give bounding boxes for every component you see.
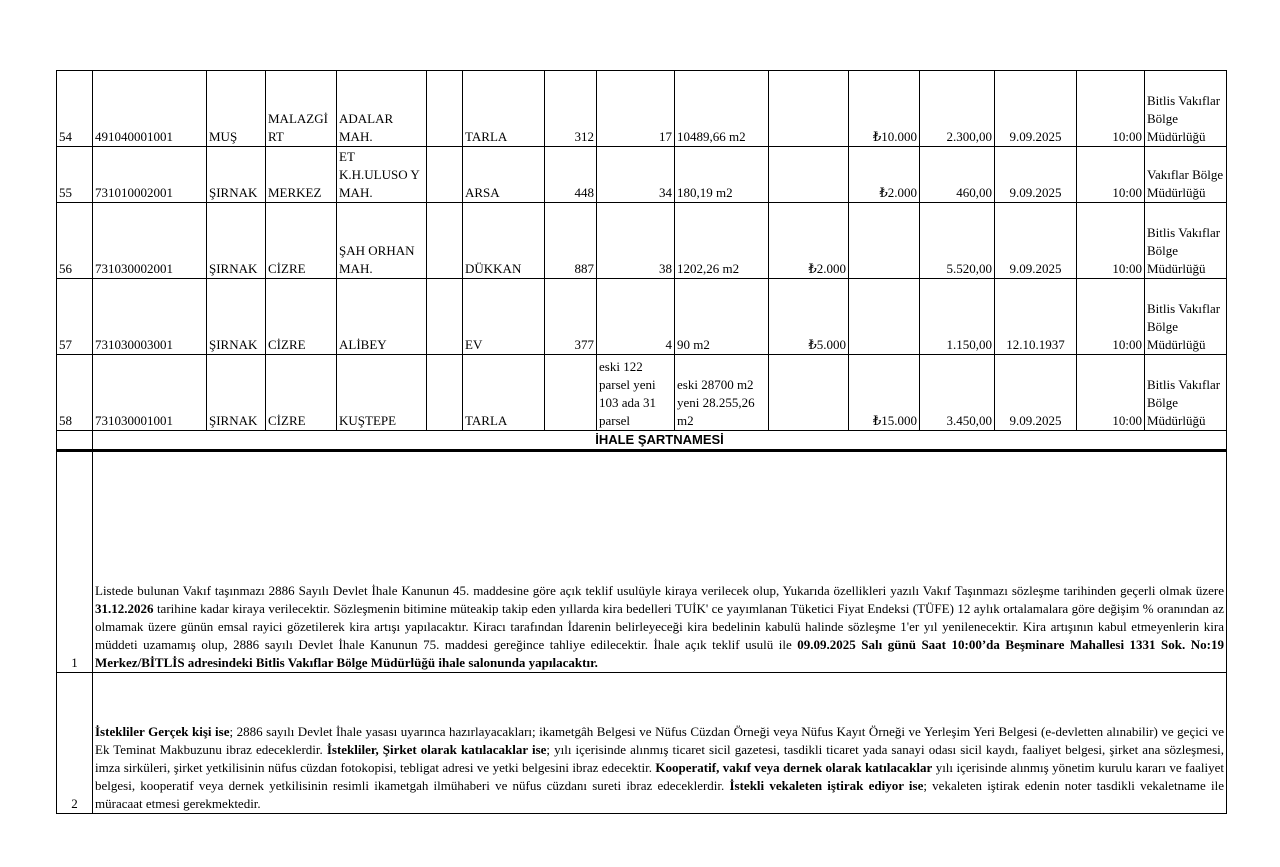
ada-number: 377 — [545, 279, 597, 355]
clause-index-2: 2 — [57, 673, 93, 814]
tender-time: 10:00 — [1077, 147, 1145, 203]
tender-time: 10:00 — [1077, 355, 1145, 431]
district: MERKEZ — [266, 147, 337, 203]
neighborhood: ŞAH ORHAN MAH. — [337, 203, 427, 279]
property-rows — [57, 71, 1227, 431]
bold-segment: 31.12.2026 — [95, 601, 154, 616]
clause-row-2 — [57, 673, 1227, 814]
district: CİZRE — [266, 203, 337, 279]
property-type: ARSA — [463, 147, 545, 203]
deposit-amount: 5.520,00 — [920, 203, 995, 279]
bold-segment: Kooperatif, vakıf veya dernek olarak katılacaklar — [655, 760, 933, 775]
row-number: 57 — [57, 279, 93, 355]
text-segment: yılı içerisinde alınmış yönetim kurulu kararı ve faaliyet belgesi, kooperatif veya dernek yetkilisinin resimli ikametgah ilmühaberi ve nüfus cüzdanı sureti ibraz edeceklerdir. — [95, 760, 1225, 793]
neighborhood: ADALAR MAH. — [337, 71, 427, 147]
estimated-rent: ₺15.000 — [849, 355, 920, 431]
table-row — [57, 279, 1227, 355]
province: ŞIRNAK — [207, 355, 266, 431]
text-segment: ; vekaleten iştirak edenin noter tasdikli vekaletname ile müracaat etmesi gerekmektedir. — [95, 778, 1224, 811]
bold-segment: 09.09.2025 Salı günü Saat 10:00’da Beşminare Mahallesi 1331 Sok. No:19 Merkez/BİTLİS adresindeki Bitlis Vakıflar Bölge Müdürlüğü ihale salonunda yapılacaktır. — [95, 637, 1224, 670]
office-name: Bitlis Vakıflar Bölge Müdürlüğü — [1145, 203, 1227, 279]
section-title: İHALE ŞARTNAMESİ — [93, 431, 1227, 451]
province: ŞIRNAK — [207, 203, 266, 279]
tender-date: 9.09.2025 — [995, 203, 1077, 279]
section-header-row — [57, 431, 1227, 451]
tender-date: 9.09.2025 — [995, 71, 1077, 147]
tender-date: 9.09.2025 — [995, 355, 1077, 431]
parsel-number: eski 122 parsel yeni 103 ada 31 parsel — [597, 355, 675, 431]
property-type: TARLA — [463, 355, 545, 431]
blank-cell — [427, 355, 463, 431]
district: CİZRE — [266, 355, 337, 431]
clause-row-1 — [57, 451, 1227, 673]
tender-document — [56, 70, 1226, 814]
parsel-number: 4 — [597, 279, 675, 355]
rent-amount — [769, 147, 849, 203]
province: ŞIRNAK — [207, 279, 266, 355]
property-type: EV — [463, 279, 545, 355]
parsel-number: 34 — [597, 147, 675, 203]
property-code: 731030001001 — [93, 355, 207, 431]
area: 180,19 m2 — [675, 147, 769, 203]
ada-number: 887 — [545, 203, 597, 279]
clause-text-2 — [93, 673, 1227, 814]
neighborhood: ALİBEY — [337, 279, 427, 355]
deposit-amount: 460,00 — [920, 147, 995, 203]
table-row — [57, 147, 1227, 203]
blank-cell — [427, 203, 463, 279]
province: ŞIRNAK — [207, 147, 266, 203]
province: MUŞ — [207, 71, 266, 147]
area: 1202,26 m2 — [675, 203, 769, 279]
clause-body-1 — [95, 582, 1224, 672]
office-name: Bitlis Vakıflar Bölge Müdürlüğü — [1145, 279, 1227, 355]
parsel-number: 38 — [597, 203, 675, 279]
estimated-rent — [849, 279, 920, 355]
neighborhood: KUŞTEPE — [337, 355, 427, 431]
section-spacer — [57, 431, 93, 451]
property-code: 731030003001 — [93, 279, 207, 355]
text-segment: tarihine kadar kiraya verilecektir. Sözleşmenin bitimine müteakip takip eden yıllarda kira bedelleri TUİK' ce yayımlanan Tüketici Fiyat Endeksi (TÜFE) 12 aylık ortalamalara göre değişim % oranından az olmamak üzere günün emsal rayici gözetilerek kira artışı yapılacaktır. Kiracı tarafından İdarenin belirleyeceği kira bedelinin kabulü halinde sözleşme 1'er yıl yenilenecektir. Kira artışının kabul etmeyenlerin kira müddeti uzamamış olup, 2886 sayılı Devlet İhale Kanunun 75. maddesi gereğince tahliye edilecektir. İhale açık teklif usulü ile — [95, 601, 1224, 652]
row-number: 56 — [57, 203, 93, 279]
clause-body-2 — [95, 723, 1224, 813]
deposit-amount: 1.150,00 — [920, 279, 995, 355]
deposit-amount: 2.300,00 — [920, 71, 995, 147]
rent-amount: ₺5.000 — [769, 279, 849, 355]
rent-amount: ₺2.000 — [769, 203, 849, 279]
row-number: 55 — [57, 147, 93, 203]
property-type: TARLA — [463, 71, 545, 147]
property-table — [56, 70, 1227, 814]
estimated-rent: ₺10.000 — [849, 71, 920, 147]
estimated-rent: ₺2.000 — [849, 147, 920, 203]
ada-number — [545, 355, 597, 431]
area: eski 28700 m2 yeni 28.255,26 m2 — [675, 355, 769, 431]
bold-segment: İstekliler, Şirket olarak katılacaklar ise — [326, 742, 547, 757]
tender-time: 10:00 — [1077, 71, 1145, 147]
text-segment: Listede bulunan Vakıf taşınmazı 2886 Sayılı Devlet İhale Kanunun 45. maddesine göre açık teklif usulüyle kiraya verilecek olup, Yukarıda özellikleri yazılı Vakıf Taşınmazı sözleşme tarihinden geçerli olmak üzere — [95, 583, 1224, 598]
ada-number: 448 — [545, 147, 597, 203]
tender-date: 12.10.1937 — [995, 279, 1077, 355]
row-number: 54 — [57, 71, 93, 147]
blank-cell — [427, 147, 463, 203]
office-name: Bitlis Vakıflar Bölge Müdürlüğü — [1145, 71, 1227, 147]
deposit-amount: 3.450,00 — [920, 355, 995, 431]
tender-time: 10:00 — [1077, 279, 1145, 355]
tender-date: 9.09.2025 — [995, 147, 1077, 203]
estimated-rent — [849, 203, 920, 279]
text-segment: ; 2886 sayılı Devlet İhale yasası uyarınca hazırlayacakları; ikametgâh Belgesi ve Nüfus Cüzdan Örneği veya Nüfus Kayıt Örneği ve Yerleşim Yeri Belgesi (e-devletten alınabilir) ve geçici ve Ek Teminat Makbuzunu ibraz edeceklerdir. — [95, 724, 1224, 757]
area: 10489,66 m2 — [675, 71, 769, 147]
clause-text-1 — [93, 451, 1227, 673]
bold-segment: İstekli vekaleten iştirak ediyor ise — [729, 778, 924, 793]
rent-amount — [769, 71, 849, 147]
neighborhood: ET K.H.ULUSO Y MAH. — [337, 147, 427, 203]
district: MALAZGİ RT — [266, 71, 337, 147]
ada-number: 312 — [545, 71, 597, 147]
parsel-number: 17 — [597, 71, 675, 147]
bold-segment: İstekliler Gerçek kişi ise — [95, 724, 230, 739]
area: 90 m2 — [675, 279, 769, 355]
tender-time: 10:00 — [1077, 203, 1145, 279]
clause-index-1: 1 — [57, 451, 93, 673]
district: CİZRE — [266, 279, 337, 355]
blank-cell — [427, 279, 463, 355]
property-code: 731030002001 — [93, 203, 207, 279]
table-row — [57, 355, 1227, 431]
property-type: DÜKKAN — [463, 203, 545, 279]
office-name: Vakıflar Bölge Müdürlüğü — [1145, 147, 1227, 203]
rent-amount — [769, 355, 849, 431]
text-segment: ; yılı içerisinde alınmış ticaret sicil gazetesi, tasdikli ticaret yada sanayi odası sicil kaydı, faaliyet belgesi, şirket ana sözleşmesi, imza sirküleri, şirket yetkilisinin nüfus cüzdan fotokopisi, tebligat adresi ve yetki belgesini ibraz edecektir. — [95, 742, 1224, 775]
property-code: 491040001001 — [93, 71, 207, 147]
property-code: 731010002001 — [93, 147, 207, 203]
table-row — [57, 203, 1227, 279]
office-name: Bitlis Vakıflar Bölge Müdürlüğü — [1145, 355, 1227, 431]
blank-cell — [427, 71, 463, 147]
row-number: 58 — [57, 355, 93, 431]
table-row — [57, 71, 1227, 147]
